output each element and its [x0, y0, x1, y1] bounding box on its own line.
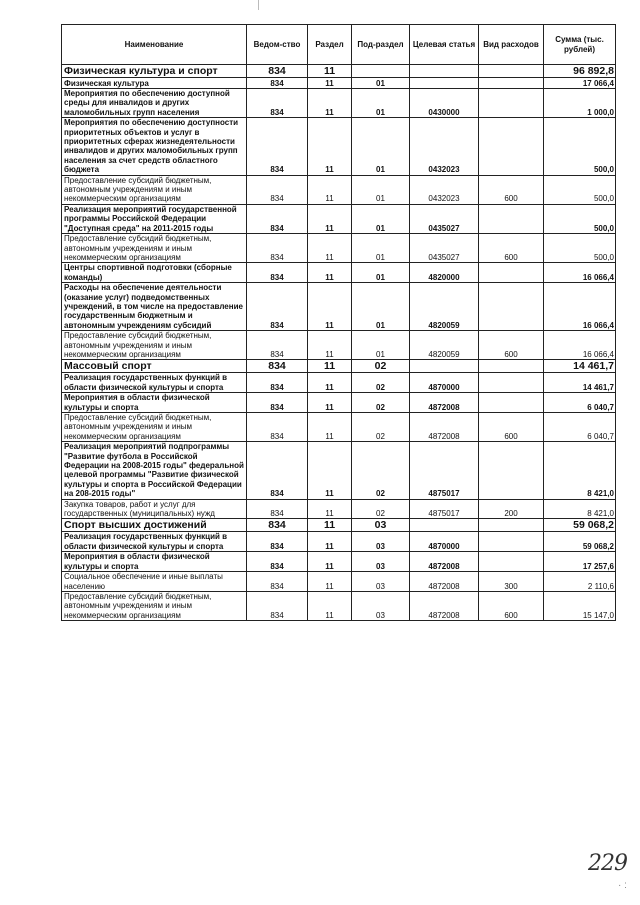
cell-exptype: [479, 65, 544, 78]
cell-section: 11: [308, 234, 352, 263]
cell-target: 4870000: [410, 532, 479, 552]
cell-dept: 834: [247, 204, 308, 233]
cell-sum: 59 068,2: [544, 519, 616, 532]
cell-dept: 834: [247, 393, 308, 413]
cell-section: 11: [308, 552, 352, 572]
cell-subsection: 01: [352, 263, 410, 283]
cell-sum: 500,0: [544, 118, 616, 175]
header-row: [62, 25, 616, 65]
table-row: [62, 393, 616, 413]
cell-exptype: [479, 393, 544, 413]
cell-exptype: [479, 118, 544, 175]
cell-section: 11: [308, 65, 352, 78]
cell-sum: 500,0: [544, 204, 616, 233]
cell-section: 11: [308, 78, 352, 89]
cell-section: 11: [308, 331, 352, 360]
cell-name: Предоставление субсидий бюджетным, автономным учреждениям и иным некоммерческим организациям: [62, 591, 247, 620]
cell-target: [410, 65, 479, 78]
cell-section: 11: [308, 204, 352, 233]
cell-exptype: [479, 519, 544, 532]
cell-sum: 8 421,0: [544, 442, 616, 499]
cell-name: Физическая культура: [62, 78, 247, 89]
cell-target: [410, 78, 479, 89]
table-row: [62, 442, 616, 499]
cell-name: Предоставление субсидий бюджетным, автономным учреждениям и иным некоммерческим организациям: [62, 234, 247, 263]
scan-specks: · :: [618, 880, 627, 891]
cell-name: Предоставление субсидий бюджетным, автономным учреждениям и иным некоммерческим организациям: [62, 331, 247, 360]
cell-exptype: 600: [479, 331, 544, 360]
cell-name: Спорт высших достижений: [62, 519, 247, 532]
cell-section: 11: [308, 591, 352, 620]
cell-subsection: 02: [352, 360, 410, 373]
table-row: [62, 65, 616, 78]
cell-dept: 834: [247, 591, 308, 620]
cell-sum: 14 461,7: [544, 360, 616, 373]
cell-subsection: [352, 65, 410, 78]
table-row: [62, 263, 616, 283]
cell-name: Мероприятия в области физической культуры и спорта: [62, 552, 247, 572]
cell-section: 11: [308, 393, 352, 413]
cell-subsection: 01: [352, 118, 410, 175]
cell-subsection: 01: [352, 175, 410, 204]
cell-subsection: 01: [352, 78, 410, 89]
cell-dept: 834: [247, 65, 308, 78]
cell-subsection: 02: [352, 442, 410, 499]
table-row: [62, 499, 616, 519]
cell-target: 4872008: [410, 552, 479, 572]
cell-name: Реализация государственных функций в области физической культуры и спорта: [62, 373, 247, 393]
cell-subsection: 02: [352, 393, 410, 413]
cell-dept: 834: [247, 442, 308, 499]
cell-dept: 834: [247, 263, 308, 283]
table-row: [62, 175, 616, 204]
cell-name: Массовый спорт: [62, 360, 247, 373]
cell-section: 11: [308, 263, 352, 283]
cell-section: 11: [308, 360, 352, 373]
table-row: [62, 331, 616, 360]
cell-dept: 834: [247, 552, 308, 572]
cell-dept: 834: [247, 89, 308, 118]
cell-subsection: 01: [352, 234, 410, 263]
table-body: [62, 65, 616, 621]
cell-sum: 16 066,4: [544, 331, 616, 360]
cell-target: 4872008: [410, 393, 479, 413]
cell-name: Мероприятия по обеспечению доступной среды для инвалидов и других маломобильных групп населения: [62, 89, 247, 118]
cell-name: Физическая культура и спорт: [62, 65, 247, 78]
cell-subsection: 02: [352, 373, 410, 393]
cell-subsection: 03: [352, 591, 410, 620]
cell-name: Мероприятия по обеспечению доступности приоритетных объектов и услуг в приоритетных сферах жизнедеятельности инвалидов и других маломобильных групп населения за счет средств областного бюджета: [62, 118, 247, 175]
cell-exptype: 600: [479, 175, 544, 204]
cell-exptype: 200: [479, 499, 544, 519]
cell-target: 4872008: [410, 572, 479, 592]
cell-dept: 834: [247, 519, 308, 532]
cell-dept: 834: [247, 283, 308, 331]
header-target: Целевая статья: [410, 25, 479, 65]
cell-target: 4820000: [410, 263, 479, 283]
cell-target: 4872008: [410, 591, 479, 620]
cell-exptype: [479, 204, 544, 233]
cell-dept: 834: [247, 572, 308, 592]
cell-sum: 17 257,6: [544, 552, 616, 572]
cell-name: Реализация государственных функций в области физической культуры и спорта: [62, 532, 247, 552]
table-row: [62, 118, 616, 175]
cell-dept: 834: [247, 175, 308, 204]
cell-dept: 834: [247, 234, 308, 263]
budget-table: [61, 24, 616, 621]
cell-sum: 17 066,4: [544, 78, 616, 89]
cell-section: 11: [308, 532, 352, 552]
cell-exptype: [479, 373, 544, 393]
table-row: [62, 591, 616, 620]
table-row: [62, 373, 616, 393]
scan-tick-mark: [258, 0, 259, 10]
cell-sum: 6 040,7: [544, 413, 616, 442]
cell-exptype: [479, 442, 544, 499]
cell-section: 11: [308, 118, 352, 175]
cell-dept: 834: [247, 78, 308, 89]
cell-section: 11: [308, 175, 352, 204]
cell-subsection: 03: [352, 519, 410, 532]
cell-exptype: [479, 78, 544, 89]
cell-target: 0435027: [410, 204, 479, 233]
cell-name: Социальное обеспечение и иные выплаты населению: [62, 572, 247, 592]
table-row: [62, 283, 616, 331]
cell-sum: 500,0: [544, 234, 616, 263]
cell-section: 11: [308, 89, 352, 118]
cell-subsection: 01: [352, 331, 410, 360]
cell-sum: 8 421,0: [544, 499, 616, 519]
cell-subsection: 03: [352, 552, 410, 572]
header-sum: Сумма (тыс. рублей): [544, 25, 616, 65]
cell-section: 11: [308, 413, 352, 442]
cell-target: 4875017: [410, 499, 479, 519]
cell-subsection: 02: [352, 499, 410, 519]
cell-target: 0430000: [410, 89, 479, 118]
cell-subsection: 03: [352, 532, 410, 552]
cell-subsection: 03: [352, 572, 410, 592]
header-section: Раздел: [308, 25, 352, 65]
cell-sum: 500,0: [544, 175, 616, 204]
cell-name: Предоставление субсидий бюджетным, автономным учреждениям и иным некоммерческим организациям: [62, 413, 247, 442]
cell-target: 4820059: [410, 283, 479, 331]
cell-name: Закупка товаров, работ и услуг для государственных (муниципальных) нужд: [62, 499, 247, 519]
cell-dept: 834: [247, 413, 308, 442]
cell-target: 0432023: [410, 118, 479, 175]
cell-name: Мероприятия в области физической культуры и спорта: [62, 393, 247, 413]
cell-target: 0432023: [410, 175, 479, 204]
cell-sum: 59 068,2: [544, 532, 616, 552]
table-row: [62, 572, 616, 592]
cell-exptype: [479, 89, 544, 118]
cell-subsection: 02: [352, 413, 410, 442]
header-dept: Ведом-ство: [247, 25, 308, 65]
page-number: 229: [588, 851, 627, 876]
table-row: [62, 532, 616, 552]
table-row: [62, 204, 616, 233]
cell-sum: 15 147,0: [544, 591, 616, 620]
cell-name: Предоставление субсидий бюджетным, автономным учреждениям и иным некоммерческим организациям: [62, 175, 247, 204]
cell-dept: 834: [247, 118, 308, 175]
cell-dept: 834: [247, 532, 308, 552]
cell-sum: 16 066,4: [544, 263, 616, 283]
header-subsection: Под-раздел: [352, 25, 410, 65]
cell-subsection: 01: [352, 89, 410, 118]
cell-dept: 834: [247, 360, 308, 373]
cell-section: 11: [308, 572, 352, 592]
cell-section: 11: [308, 373, 352, 393]
table-row: [62, 89, 616, 118]
cell-target: 4875017: [410, 442, 479, 499]
cell-sum: 96 892,8: [544, 65, 616, 78]
table-row: [62, 413, 616, 442]
cell-subsection: 01: [352, 204, 410, 233]
cell-section: 11: [308, 519, 352, 532]
table-row: [62, 234, 616, 263]
cell-exptype: [479, 263, 544, 283]
cell-exptype: 600: [479, 234, 544, 263]
cell-exptype: 300: [479, 572, 544, 592]
cell-target: 0435027: [410, 234, 479, 263]
cell-name: Центры спортивной подготовки (сборные команды): [62, 263, 247, 283]
header-name: Наименование: [62, 25, 247, 65]
cell-sum: 2 110,6: [544, 572, 616, 592]
cell-section: 11: [308, 499, 352, 519]
cell-target: [410, 360, 479, 373]
cell-exptype: [479, 532, 544, 552]
cell-dept: 834: [247, 373, 308, 393]
cell-sum: 6 040,7: [544, 393, 616, 413]
cell-section: 11: [308, 442, 352, 499]
cell-exptype: [479, 283, 544, 331]
table-row: [62, 519, 616, 532]
table-row: [62, 552, 616, 572]
cell-exptype: 600: [479, 413, 544, 442]
cell-sum: 14 461,7: [544, 373, 616, 393]
cell-exptype: 600: [479, 591, 544, 620]
cell-dept: 834: [247, 499, 308, 519]
cell-exptype: [479, 552, 544, 572]
cell-target: 4870000: [410, 373, 479, 393]
cell-sum: 16 066,4: [544, 283, 616, 331]
cell-name: Реализация мероприятий подпрограммы "Развитие футбола в Российской Федерации на 2008-2015 годы" федеральной целевой программы "Развитие физической культуры и спорта в Российской Федерации на 208-2015 годы": [62, 442, 247, 499]
cell-exptype: [479, 360, 544, 373]
cell-target: 4820059: [410, 331, 479, 360]
table-row: [62, 360, 616, 373]
cell-target: [410, 519, 479, 532]
cell-name: Расходы на обеспечение деятельности (оказание услуг) подведомственных учреждений, в том числе на предоставление государственным бюджетным и автономным учреждениям субсидий: [62, 283, 247, 331]
cell-name: Реализация мероприятий государственной программы Российской Федерации "Доступная среда" на 2011-2015 годы: [62, 204, 247, 233]
cell-target: 4872008: [410, 413, 479, 442]
cell-section: 11: [308, 283, 352, 331]
cell-sum: 1 000,0: [544, 89, 616, 118]
table-row: [62, 78, 616, 89]
cell-subsection: 01: [352, 283, 410, 331]
cell-dept: 834: [247, 331, 308, 360]
header-exptype: Вид расходов: [479, 25, 544, 65]
